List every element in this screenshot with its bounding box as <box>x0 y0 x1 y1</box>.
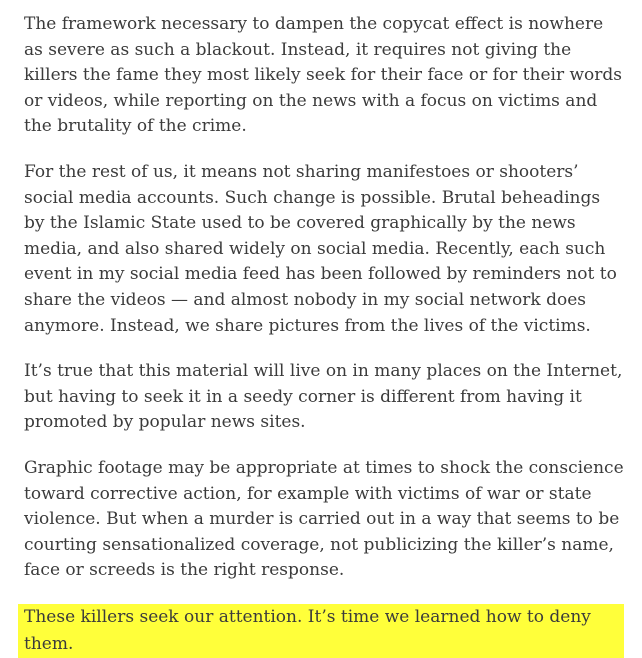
paragraph-graphic-footage: Graphic footage may be appropriate at times to shock the conscience toward corrective action, for example with victims of war or state violence. But when a murder is carried out in a way that seems to be courting sensationalized coverage, not publicizing the killer’s name, face or screeds is the right response. <box>24 457 624 581</box>
article-body <box>24 12 624 658</box>
highlighted-text: These killers seek our attention. It’s time we learned how to deny them. <box>18 604 624 658</box>
paragraph-rest-of-us: For the rest of us, it means not sharing manifestoes or shooters’ social media accounts. Such change is possible. Brutal beheadings by the Islamic State used to be covered graphically by the news media, and also shared widely on social media. Recently, each such event in my social media feed has been followed by reminders not to share the videos — and almost nobody in my social network does anymore. Instead, we share pictures from the lives of the victims. <box>24 161 617 336</box>
paragraph-material-lives-on: It’s true that this material will live on in many places on the Internet, but having to seek it in a seedy corner is different from having it promoted by popular news sites. <box>24 361 623 433</box>
paragraph-highlighted-conclusion <box>24 604 624 658</box>
paragraph-framework: The framework necessary to dampen the copycat effect is nowhere as severe as such a blackout. Instead, it requires not giving the killers the fame they most likely seek for their face or for their words or videos, while reporting on the news with a focus on victims and the brutality of the crime. <box>24 14 623 137</box>
